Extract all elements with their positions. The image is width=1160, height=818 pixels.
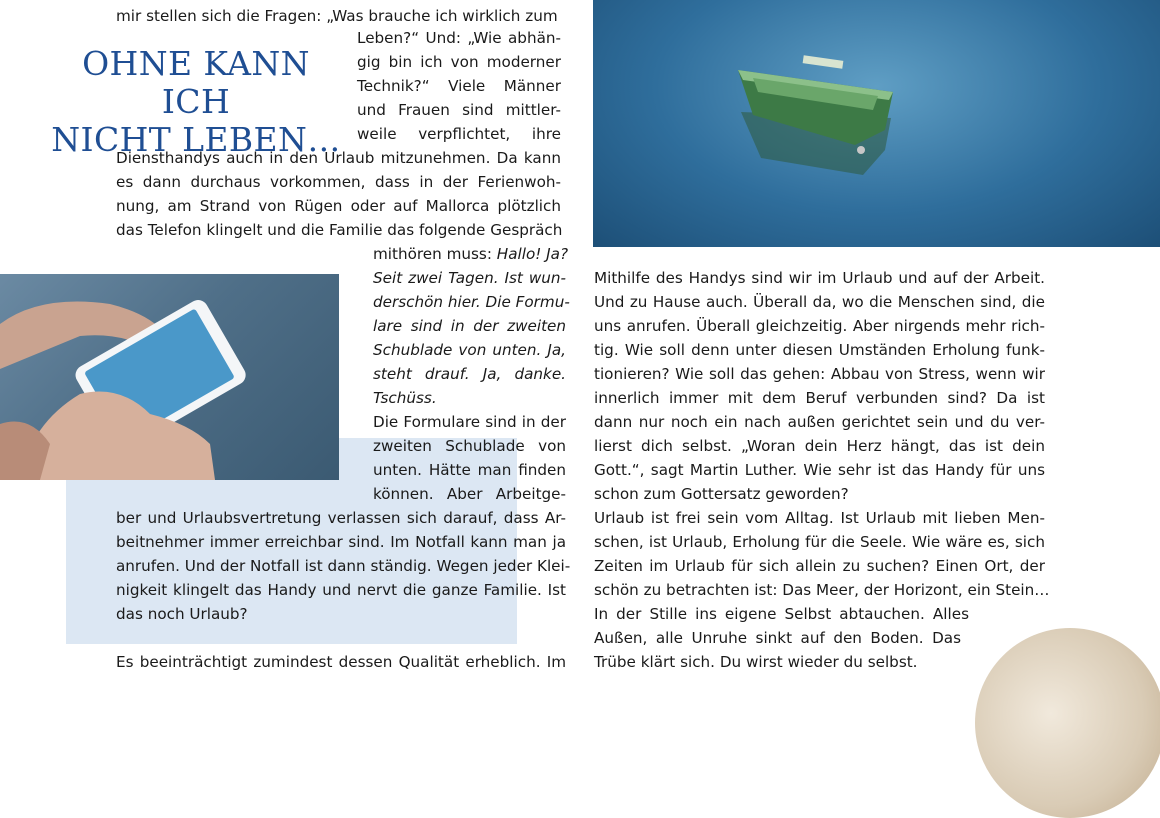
text-line: tionieren? Wie soll das gehen: Abbau von Stress, wenn wir (594, 365, 1045, 383)
text-line: lierst dich selbst. „Woran dein Herz hängt, das ist dein (594, 437, 1045, 455)
text-line: ber und Urlaubsvertretung verlassen sich darauf, dass Ar- (116, 509, 566, 527)
dialog-line: steht drauf. Ja, danke. (373, 365, 566, 383)
text-line: gig bin ich von moderner (357, 53, 561, 71)
text-line: mir stellen sich die Fragen: „Was brauche ich wirklich zum (116, 7, 558, 25)
text-line: Mithilfe des Handys sind wir im Urlaub und auf der Arbeit. (594, 269, 1045, 287)
text-line: Außen, alle Unruhe sinkt auf den Boden. Das (594, 629, 961, 647)
text-line: nung, am Strand von Rügen oder auf Mallorca plötzlich (116, 197, 561, 215)
text-line: schen, ist Urlaub, Erholung für die Seele. Wie wäre es, sich (594, 533, 1045, 551)
text-line: Trübe klärt sich. Du wirst wieder du selbst. (594, 653, 918, 671)
text-line: innerlich immer mit dem Beruf verbunden sind? Da ist (594, 389, 1045, 407)
text-line: zweiten Schublade von (373, 437, 566, 455)
text-line: Leben?“ Und: „Wie abhän- (357, 29, 561, 47)
text-line (373, 243, 568, 267)
heading-line-1: OHNE KANN ICH (82, 44, 310, 121)
text-line: Und zu Hause auch. Überall da, wo die Menschen sind, die (594, 293, 1045, 311)
phone-in-hands-photo (0, 274, 339, 480)
text-line: In der Stille ins eigene Selbst abtauchen. Alles (594, 605, 969, 623)
text-line: Urlaub ist frei sein vom Alltag. Ist Urlaub mit lieben Men- (594, 509, 1045, 527)
text-line: Zeiten im Urlaub für sich allein zu suchen? Einen Ort, der (594, 557, 1045, 575)
dialog-line: Seit zwei Tagen. Ist wun- (373, 269, 566, 287)
text-line: das Telefon klingelt und die Familie das folgende Gespräch (116, 221, 563, 239)
text-line: nigkeit klingelt das Handy und nervt die ganze Familie. Ist (116, 581, 566, 599)
text-line: uns anrufen. Überall gleichzeitig. Aber nirgends mehr rich- (594, 317, 1045, 335)
text-line: tig. Wie soll denn unter diesen Umständen Erholung funk- (594, 341, 1045, 359)
dialog-line: lare sind in der zweiten (373, 317, 566, 335)
round-photo (975, 628, 1160, 818)
text-line: weile verpflichtet, ihre (357, 125, 561, 143)
text-line: anrufen. Und der Notfall ist dann ständig. Wegen jeder Klei- (116, 557, 571, 575)
text-line: dann nur noch ein nach außen gerichtet sein und du ver- (594, 413, 1045, 431)
text-run: mithören muss: (373, 245, 497, 263)
heading-line-2: NICHT LEBEN… (51, 120, 341, 159)
phone-illustration (0, 274, 339, 480)
dialog-text: Hallo! Ja? (496, 245, 569, 263)
text-line: es dann durchaus vorkommen, dass in der Ferienwoh- (116, 173, 561, 191)
text-line: und Frauen sind mittler- (357, 101, 561, 119)
text-line: Die Formulare sind in der (373, 413, 566, 431)
boat-illustration (593, 0, 1160, 247)
text-line: schön zu betrachten ist: Das Meer, der Horizont, ein Stein… (594, 581, 1050, 599)
dialog-line: derschön hier. Die Formu- (373, 293, 570, 311)
text-line: beitnehmer immer erreichbar sind. Im Notfall kann man ja (116, 533, 566, 551)
text-line: können. Aber Arbeitge- (373, 485, 566, 503)
dialog-line: Schublade von unten. Ja, (373, 341, 566, 359)
text-line: Technik?“ Viele Männer (357, 77, 561, 95)
text-line: unten. Hätte man finden (373, 461, 566, 479)
dialog-line: Tschüss. (373, 389, 437, 407)
text-line: Es beeinträchtigt zumindest dessen Qualität erheblich. Im (116, 653, 566, 671)
text-line: Diensthandys auch in den Urlaub mitzunehmen. Da kann (116, 149, 561, 167)
boat-photo (593, 0, 1160, 247)
text-line: schon zum Gottersatz geworden? (594, 485, 849, 503)
text-line: Gott.“, sagt Martin Luther. Wie sehr ist das Handy für uns (594, 461, 1045, 479)
section-heading (50, 45, 342, 159)
text-line: das noch Urlaub? (116, 605, 248, 623)
